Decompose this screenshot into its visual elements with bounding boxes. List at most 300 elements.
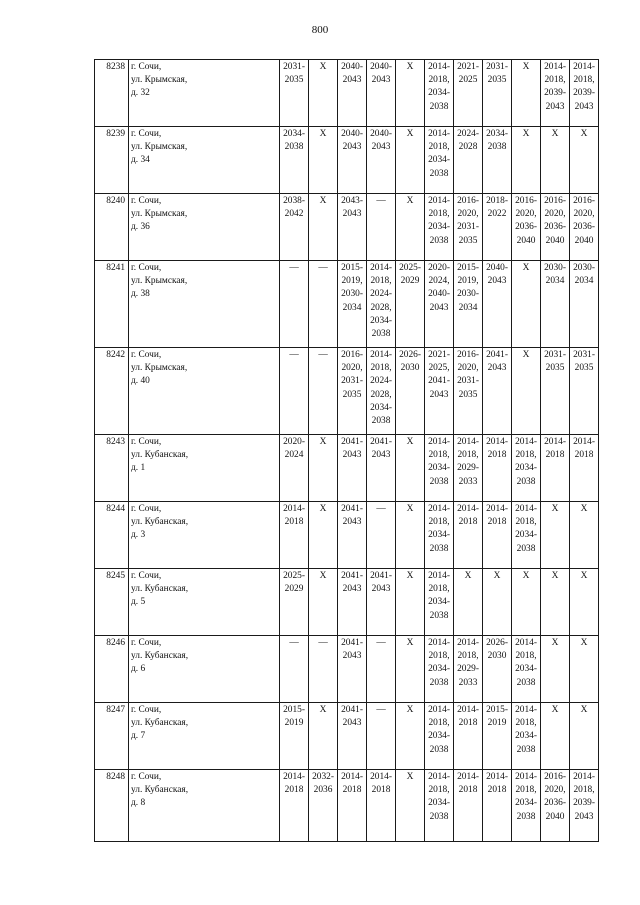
address-line: д. 5 bbox=[131, 597, 146, 608]
period-line: 2043- bbox=[341, 196, 363, 206]
period-line: 2040 bbox=[574, 235, 594, 246]
period-line: 2040 bbox=[545, 235, 565, 246]
period-line: 2038 bbox=[516, 677, 536, 688]
period-line: 2014- bbox=[515, 772, 537, 782]
address-line: ул. Кубанская, bbox=[131, 450, 189, 461]
period-line: 2034- bbox=[428, 731, 450, 742]
period-line: 2031- bbox=[341, 376, 363, 387]
period-line: 2014- bbox=[428, 571, 450, 581]
period-line: 2016- bbox=[544, 772, 566, 782]
period-line: 2038 bbox=[371, 416, 391, 427]
period-line: 2032- bbox=[312, 772, 334, 782]
period-line: X bbox=[551, 129, 559, 139]
period-line: 2038 bbox=[429, 543, 449, 554]
period-line: 2020, bbox=[515, 209, 537, 220]
period-line: 2038 bbox=[429, 101, 449, 112]
period-cell bbox=[338, 127, 367, 194]
period-cell bbox=[454, 261, 483, 348]
period-cell bbox=[396, 703, 425, 770]
period-cell bbox=[280, 703, 309, 770]
period-line: 2034- bbox=[428, 530, 450, 541]
period-line: 2039- bbox=[573, 88, 595, 99]
period-cell bbox=[309, 636, 338, 703]
period-line: — bbox=[376, 638, 386, 648]
period-line: 2034- bbox=[486, 129, 508, 139]
period-cell bbox=[425, 348, 454, 435]
period-line: 2018- bbox=[486, 196, 508, 206]
period-line: 2030- bbox=[573, 263, 595, 273]
period-line: 2038 bbox=[429, 610, 449, 621]
period-line: 2014- bbox=[428, 772, 450, 782]
period-line: 2035 bbox=[574, 363, 594, 374]
period-line: 2016- bbox=[457, 350, 479, 360]
period-line: 2041- bbox=[486, 350, 508, 360]
period-line: 2018 bbox=[371, 785, 391, 796]
period-line: 2018, bbox=[457, 651, 479, 662]
table-row bbox=[95, 502, 599, 569]
period-line: 2018, bbox=[544, 75, 566, 86]
period-line: X bbox=[580, 571, 588, 581]
address-cell bbox=[129, 435, 280, 502]
period-line: 2034- bbox=[370, 402, 392, 413]
period-line: 2034- bbox=[428, 597, 450, 608]
period-cell bbox=[454, 348, 483, 435]
period-line: — bbox=[289, 263, 299, 273]
period-cell bbox=[541, 636, 570, 703]
period-line: 2018 bbox=[487, 517, 507, 528]
period-cell bbox=[454, 703, 483, 770]
period-line: 2018, bbox=[515, 785, 537, 796]
row-number-cell: 8248 bbox=[95, 770, 129, 842]
period-line: 2035 bbox=[342, 389, 362, 400]
period-line: 2015- bbox=[283, 705, 305, 715]
period-line: X bbox=[319, 62, 327, 72]
period-line: 2014- bbox=[457, 437, 479, 447]
table-row bbox=[95, 636, 599, 703]
period-line: 2018, bbox=[428, 584, 450, 595]
period-line: 2016- bbox=[341, 350, 363, 360]
period-line: 2016- bbox=[515, 196, 537, 206]
address-line: г. Сочи, bbox=[131, 263, 162, 273]
period-line: 2014- bbox=[573, 62, 595, 72]
period-cell bbox=[396, 261, 425, 348]
address-line: г. Сочи, bbox=[131, 504, 162, 514]
period-line: 2034- bbox=[428, 155, 450, 166]
period-line: 2018, bbox=[428, 517, 450, 528]
period-line: 2018, bbox=[573, 75, 595, 86]
period-cell bbox=[367, 569, 396, 636]
period-cell bbox=[454, 127, 483, 194]
period-cell bbox=[367, 194, 396, 261]
period-line: 2024, bbox=[428, 276, 450, 287]
period-line: X bbox=[522, 129, 530, 139]
period-cell bbox=[512, 60, 541, 127]
period-cell bbox=[483, 502, 512, 569]
period-line: 2040- bbox=[341, 129, 363, 139]
address-line: ул. Кубанская, bbox=[131, 584, 189, 595]
period-line: 2036 bbox=[313, 785, 333, 796]
period-cell bbox=[570, 703, 599, 770]
address-line: д. 7 bbox=[131, 731, 146, 742]
period-line: 2014- bbox=[515, 437, 537, 447]
period-line: 2014- bbox=[486, 504, 508, 514]
period-cell bbox=[396, 348, 425, 435]
period-line: 2033 bbox=[458, 476, 478, 487]
period-cell bbox=[425, 703, 454, 770]
period-line: 2040 bbox=[545, 811, 565, 822]
period-line: 2014- bbox=[457, 504, 479, 514]
period-cell bbox=[425, 636, 454, 703]
period-line: — bbox=[318, 263, 328, 273]
address-line: ул. Крымская, bbox=[131, 75, 188, 86]
period-line: X bbox=[319, 571, 327, 581]
period-line: 2041- bbox=[370, 437, 392, 447]
address-line: г. Сочи, bbox=[131, 772, 162, 782]
period-line: 2038 bbox=[371, 329, 391, 340]
period-line: 2034- bbox=[515, 530, 537, 541]
period-line: 2026- bbox=[399, 350, 421, 360]
period-line: 2026- bbox=[486, 638, 508, 648]
period-line: 2014- bbox=[457, 638, 479, 648]
period-line: 2043 bbox=[371, 584, 391, 595]
period-cell bbox=[512, 569, 541, 636]
period-line: 2043 bbox=[371, 75, 391, 86]
period-line: X bbox=[551, 571, 559, 581]
table-row bbox=[95, 60, 599, 127]
period-line: 2035 bbox=[284, 75, 304, 86]
address-line: д. 38 bbox=[131, 289, 150, 300]
period-line: X bbox=[319, 504, 327, 514]
period-line: X bbox=[580, 129, 588, 139]
period-cell bbox=[454, 435, 483, 502]
period-line: 2018 bbox=[487, 785, 507, 796]
period-cell bbox=[512, 261, 541, 348]
period-line: 2034- bbox=[515, 798, 537, 809]
period-line: 2018, bbox=[573, 785, 595, 796]
period-cell bbox=[570, 569, 599, 636]
address-line: г. Сочи, bbox=[131, 437, 162, 447]
period-cell bbox=[280, 502, 309, 569]
period-cell bbox=[425, 435, 454, 502]
period-line: 2014- bbox=[370, 263, 392, 273]
period-cell bbox=[338, 194, 367, 261]
period-line: 2043 bbox=[342, 718, 362, 729]
period-cell bbox=[425, 569, 454, 636]
period-cell bbox=[338, 261, 367, 348]
period-cell bbox=[570, 127, 599, 194]
period-line: X bbox=[319, 129, 327, 139]
period-cell bbox=[309, 348, 338, 435]
period-cell bbox=[483, 60, 512, 127]
period-cell bbox=[483, 636, 512, 703]
row-number-cell: 8244 bbox=[95, 502, 129, 569]
period-line: 2043 bbox=[342, 142, 362, 153]
period-line: 2042 bbox=[284, 209, 304, 220]
period-line: X bbox=[580, 504, 588, 514]
period-cell bbox=[425, 502, 454, 569]
period-line: 2034- bbox=[428, 88, 450, 99]
period-line: 2034- bbox=[515, 463, 537, 474]
period-line: 2033 bbox=[458, 677, 478, 688]
period-line: 2019 bbox=[284, 718, 304, 729]
period-line: 2024 bbox=[284, 450, 304, 461]
period-line: 2020- bbox=[283, 437, 305, 447]
period-line: 2014- bbox=[544, 62, 566, 72]
period-line: 2043 bbox=[429, 302, 449, 313]
period-line: 2014- bbox=[370, 772, 392, 782]
period-line: 2018, bbox=[428, 651, 450, 662]
period-line: 2014- bbox=[428, 62, 450, 72]
period-line: 2043 bbox=[487, 363, 507, 374]
address-cell bbox=[129, 770, 280, 842]
period-line: X bbox=[580, 638, 588, 648]
address-line: г. Сочи, bbox=[131, 196, 162, 206]
period-cell bbox=[367, 261, 396, 348]
period-line: 2020- bbox=[428, 263, 450, 273]
period-line: X bbox=[522, 571, 530, 581]
period-line: 2034- bbox=[370, 315, 392, 326]
period-line: 2043 bbox=[342, 450, 362, 461]
period-line: 2014- bbox=[515, 504, 537, 514]
row-number-cell: 8243 bbox=[95, 435, 129, 502]
address-line: д. 34 bbox=[131, 155, 150, 166]
period-line: 2030 bbox=[487, 651, 507, 662]
period-line: 2019, bbox=[341, 276, 363, 287]
period-cell bbox=[338, 435, 367, 502]
period-cell bbox=[483, 770, 512, 842]
period-line: 2018, bbox=[428, 718, 450, 729]
period-line: 2031- bbox=[283, 62, 305, 72]
period-line: 2021- bbox=[428, 350, 450, 360]
period-line: 2043 bbox=[342, 209, 362, 220]
address-cell bbox=[129, 194, 280, 261]
period-cell bbox=[512, 194, 541, 261]
period-cell bbox=[454, 194, 483, 261]
period-line: 2039- bbox=[544, 88, 566, 99]
period-line: 2016- bbox=[544, 196, 566, 206]
period-cell bbox=[338, 569, 367, 636]
period-cell bbox=[512, 502, 541, 569]
period-line: 2014- bbox=[486, 437, 508, 447]
period-line: 2043 bbox=[342, 517, 362, 528]
period-line: 2041- bbox=[370, 571, 392, 581]
period-line: 2014- bbox=[457, 705, 479, 715]
period-line: X bbox=[406, 196, 414, 206]
address-cell bbox=[129, 636, 280, 703]
table-row bbox=[95, 261, 599, 348]
address-line: г. Сочи, bbox=[131, 638, 162, 648]
period-cell bbox=[309, 261, 338, 348]
period-line: 2036- bbox=[544, 798, 566, 809]
period-line: 2034- bbox=[428, 463, 450, 474]
period-cell bbox=[570, 435, 599, 502]
period-line: 2016- bbox=[573, 196, 595, 206]
period-cell bbox=[309, 60, 338, 127]
period-cell bbox=[483, 194, 512, 261]
row-number-cell: 8246 bbox=[95, 636, 129, 703]
period-line: 2016- bbox=[457, 196, 479, 206]
period-line: 2014- bbox=[573, 772, 595, 782]
period-line: 2034 bbox=[458, 302, 478, 313]
period-line: 2020, bbox=[341, 363, 363, 374]
period-cell bbox=[280, 194, 309, 261]
period-line: 2015- bbox=[341, 263, 363, 273]
period-line: 2038 bbox=[429, 677, 449, 688]
period-line: 2014- bbox=[515, 705, 537, 715]
address-line: д. 3 bbox=[131, 530, 146, 541]
address-line: д. 32 bbox=[131, 88, 150, 99]
period-line: — bbox=[318, 638, 328, 648]
period-line: 2014- bbox=[341, 772, 363, 782]
period-line: 2038 bbox=[516, 744, 536, 755]
period-cell bbox=[338, 60, 367, 127]
table-row bbox=[95, 194, 599, 261]
period-line: 2021- bbox=[457, 62, 479, 72]
period-line: 2019, bbox=[457, 276, 479, 287]
period-line: 2018 bbox=[574, 450, 594, 461]
period-line: 2015- bbox=[457, 263, 479, 273]
period-cell bbox=[425, 261, 454, 348]
period-line: 2038 bbox=[516, 476, 536, 487]
address-cell bbox=[129, 261, 280, 348]
period-line: 2038 bbox=[487, 142, 507, 153]
period-cell bbox=[280, 60, 309, 127]
address-line: д. 8 bbox=[131, 798, 146, 809]
address-line: ул. Кубанская, bbox=[131, 785, 189, 796]
period-line: 2041- bbox=[341, 571, 363, 581]
period-line: 2035 bbox=[458, 389, 478, 400]
period-cell bbox=[367, 636, 396, 703]
period-line: 2034- bbox=[428, 664, 450, 675]
period-cell bbox=[541, 569, 570, 636]
period-cell bbox=[367, 127, 396, 194]
period-cell bbox=[396, 569, 425, 636]
period-line: 2041- bbox=[428, 376, 450, 387]
period-line: 2031- bbox=[544, 350, 566, 360]
period-cell bbox=[309, 435, 338, 502]
period-cell bbox=[570, 502, 599, 569]
period-cell bbox=[541, 770, 570, 842]
period-line: 2014- bbox=[573, 437, 595, 447]
period-cell bbox=[425, 127, 454, 194]
address-cell bbox=[129, 127, 280, 194]
period-line: 2035 bbox=[487, 75, 507, 86]
period-cell bbox=[367, 502, 396, 569]
address-line: ул. Крымская, bbox=[131, 276, 188, 287]
table-row bbox=[95, 569, 599, 636]
period-line: — bbox=[289, 350, 299, 360]
period-line: 2034- bbox=[428, 222, 450, 233]
period-cell bbox=[367, 435, 396, 502]
period-line: 2014- bbox=[370, 350, 392, 360]
period-line: 2024- bbox=[370, 376, 392, 387]
period-line: 2019 bbox=[487, 718, 507, 729]
period-line: 2036- bbox=[573, 222, 595, 233]
period-line: 2040- bbox=[370, 129, 392, 139]
period-line: 2043 bbox=[545, 101, 565, 112]
row-number-cell: 8245 bbox=[95, 569, 129, 636]
period-line: 2018, bbox=[428, 209, 450, 220]
period-line: 2018, bbox=[370, 276, 392, 287]
period-cell bbox=[570, 636, 599, 703]
period-line: 2014- bbox=[428, 638, 450, 648]
period-line: 2034 bbox=[342, 302, 362, 313]
period-line: 2040- bbox=[428, 289, 450, 300]
period-line: 2018, bbox=[428, 450, 450, 461]
period-cell bbox=[570, 194, 599, 261]
period-line: 2038 bbox=[516, 543, 536, 554]
period-cell bbox=[338, 636, 367, 703]
period-line: — bbox=[289, 638, 299, 648]
period-line: X bbox=[522, 350, 530, 360]
period-cell bbox=[338, 770, 367, 842]
period-cell bbox=[425, 770, 454, 842]
period-line: 2014- bbox=[544, 437, 566, 447]
period-line: 2025- bbox=[399, 263, 421, 273]
period-line: 2043 bbox=[342, 651, 362, 662]
period-line: 2018, bbox=[457, 450, 479, 461]
address-cell bbox=[129, 348, 280, 435]
period-line: 2040- bbox=[370, 62, 392, 72]
period-line: 2043 bbox=[574, 811, 594, 822]
period-line: 2034- bbox=[515, 664, 537, 675]
address-line: ул. Кубанская, bbox=[131, 718, 189, 729]
period-line: 2018, bbox=[515, 450, 537, 461]
period-line: 2029- bbox=[457, 463, 479, 474]
row-number-cell: 8242 bbox=[95, 348, 129, 435]
period-line: X bbox=[319, 196, 327, 206]
period-cell bbox=[367, 770, 396, 842]
period-line: 2014- bbox=[428, 504, 450, 514]
address-line: д. 36 bbox=[131, 222, 150, 233]
period-line: 2038 bbox=[429, 235, 449, 246]
period-cell bbox=[309, 194, 338, 261]
period-line: 2014- bbox=[428, 437, 450, 447]
period-cell bbox=[570, 770, 599, 842]
period-line: 2018 bbox=[545, 450, 565, 461]
period-cell bbox=[338, 703, 367, 770]
period-line: — bbox=[376, 705, 386, 715]
period-line: 2038 bbox=[516, 811, 536, 822]
period-line: 2038 bbox=[429, 168, 449, 179]
period-cell bbox=[483, 127, 512, 194]
period-cell bbox=[309, 569, 338, 636]
period-line: X bbox=[319, 437, 327, 447]
period-cell bbox=[512, 703, 541, 770]
period-line: 2014- bbox=[486, 772, 508, 782]
period-line: 2020, bbox=[544, 209, 566, 220]
period-line: 2036- bbox=[544, 222, 566, 233]
period-cell bbox=[309, 502, 338, 569]
table-row bbox=[95, 703, 599, 770]
period-line: 2034- bbox=[428, 798, 450, 809]
address-cell bbox=[129, 569, 280, 636]
period-cell bbox=[396, 194, 425, 261]
period-line: X bbox=[319, 705, 327, 715]
period-cell bbox=[541, 60, 570, 127]
period-line: 2043 bbox=[371, 450, 391, 461]
period-line: 2031- bbox=[457, 222, 479, 233]
period-cell bbox=[309, 127, 338, 194]
period-line: 2018 bbox=[342, 785, 362, 796]
table-row bbox=[95, 127, 599, 194]
period-cell bbox=[396, 127, 425, 194]
period-line: 2020, bbox=[457, 363, 479, 374]
address-line: ул. Крымская, bbox=[131, 363, 188, 374]
period-cell bbox=[541, 435, 570, 502]
period-line: 2043 bbox=[342, 584, 362, 595]
period-line: — bbox=[376, 196, 386, 206]
